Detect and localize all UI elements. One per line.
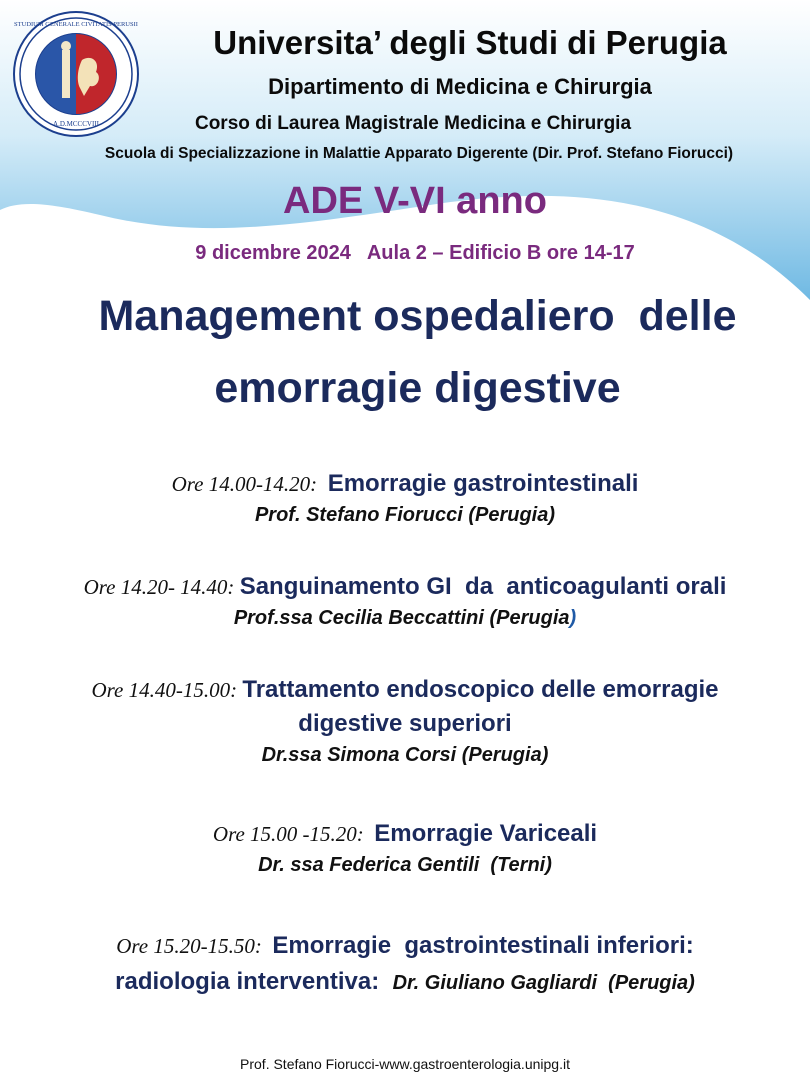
session-1	[0, 470, 810, 527]
session-time: Ore 14.00-14.20:	[171, 472, 328, 496]
footer-credit: Prof. Stefano Fiorucci-www.gastroenterologia.unipg.it	[240, 1056, 570, 1072]
session-speaker: Prof. Stefano Fiorucci (Perugia)	[254, 504, 556, 526]
session-topic-line2: radiologia interventiva:	[115, 968, 393, 995]
session-topic: Trattamento endoscopico delle emorragie	[242, 676, 719, 703]
session-topic: Sanguinamento GI da anticoagulanti orali	[239, 573, 727, 600]
session-topic: Emorragie gastrointestinali inferiori:	[272, 932, 694, 959]
session-speaker: Prof.ssa Cecilia Beccattini (Perugia	[233, 607, 570, 629]
session-time: Ore 15.20-15.50:	[116, 934, 273, 958]
event-title: ADE V-VI anno	[283, 180, 547, 222]
session-topic: Emorragie Variceali	[374, 820, 598, 847]
session-time: Ore 14.20- 14.40:	[83, 575, 240, 599]
session-topic: Emorragie gastrointestinali	[327, 470, 639, 497]
session-speaker-end: )	[569, 607, 577, 629]
department-name: Dipartimento di Medicina e Chirurgia	[268, 74, 652, 99]
session-time: Ore 14.40-15.00:	[91, 678, 243, 702]
main-title-line2: emorragie digestive	[214, 364, 621, 412]
seal-bottom-text: A.D.MCCCVIII	[53, 120, 99, 128]
session-5	[0, 932, 810, 996]
session-speaker: Dr.ssa Simona Corsi (Perugia)	[261, 744, 549, 766]
seal-ring-text: STUDIUM GENERALE CIVITATIS PERUSII	[14, 21, 138, 28]
school-name: Scuola di Specializzazione in Malattie Apparato Digerente (Dir. Prof. Stefano Fiorucci)	[104, 145, 734, 162]
session-time: Ore 15.00 -15.20:	[212, 822, 375, 846]
main-title-line1: Management ospedaliero delle	[98, 292, 737, 340]
event-date-location: 9 dicembre 2024 Aula 2 – Edificio B ore 14-17	[195, 242, 635, 264]
session-speaker: Dr. ssa Federica Gentili (Terni)	[258, 854, 552, 876]
university-name: Universita’ degli Studi di Perugia	[213, 24, 727, 61]
session-4	[0, 820, 810, 877]
session-speaker: Dr. Giuliano Gagliardi (Perugia)	[392, 972, 695, 994]
session-2	[0, 573, 810, 630]
session-topic-line2: digestive superiori	[298, 710, 512, 737]
session-3	[0, 676, 810, 767]
course-name: Corso di Laurea Magistrale Medicina e Chirurgia	[194, 113, 632, 134]
